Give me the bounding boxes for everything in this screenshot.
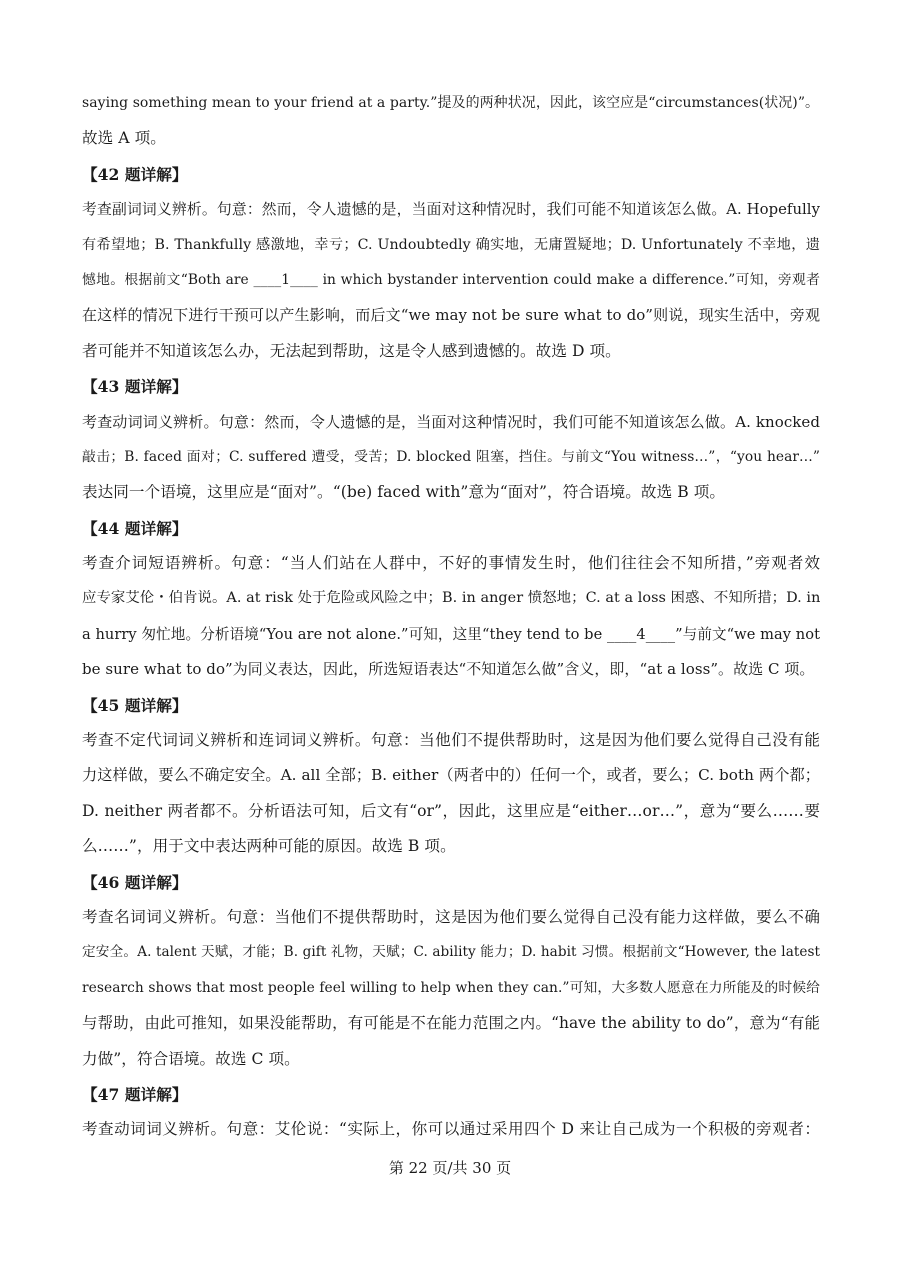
text-line: D. neither 两者都不。分析语法可知，后文有“or”，因此，这里应是“either…or…”，意为“要么……要 [82, 801, 820, 820]
text-line: 敲击；B. faced 面对；C. suffered 遭受，受苦；D. blocked 阻塞，挡住。与前文“You witness…”，“you hear…” [82, 448, 820, 465]
text-line: 考查介词短语辨析。句意：“当人们站在人群中，不好的事情发生时，他们往往会不知所措，”旁观者效 [82, 554, 820, 573]
text-line: 有希望地；B. Thankfully 感激地，幸亏；C. Undoubtedly 确实地，无庸置疑地；D. Unfortunately 不幸地，遗 [82, 236, 820, 253]
text-line: 憾地。根据前文“Both are ____1____ in which bystander intervention could make a difference.”可知，旁观者 [82, 271, 820, 288]
section-heading: 【42 题详解】 [82, 164, 188, 184]
text-line: 定安全。A. talent 天赋，才能；B. gift 礼物，天赋；C. ability 能力；D. habit 习惯。根据前文“However, the latest [82, 944, 820, 961]
text-line: a hurry 匆忙地。分析语境“You are not alone.”可知，这里“they tend to be ____4____”与前文“we may not [82, 625, 820, 643]
section-heading: 【44 题详解】 [82, 518, 188, 538]
text-line: 者可能并不知道该怎么办，无法起到帮助，这是令人感到遗憾的。故选 D 项。 [82, 341, 621, 360]
text-line: 考查名词词义辨析。句意：当他们不提供帮助时，这是因为他们要么觉得自己没有能力这样做，要么不确 [82, 907, 820, 926]
document-body [82, 86, 820, 1148]
text-line: 考查动词词义辨析。句意：然而，令人遗憾的是，当面对这种情况时，我们可能不知道该怎么做。A. knocked [82, 412, 820, 431]
text-line: be sure what to do”为同义表达，因此，所选短语表达“不知道怎么做”含义，即，“at a loss”。故选 C 项。 [82, 660, 815, 679]
text-line: saying something mean to your friend at a party.”提及的两种状况，因此，该空应是“circumstances(状况)”。 [82, 95, 820, 111]
section-heading: 【46 题详解】 [82, 872, 188, 892]
text-line: 在这样的情况下进行干预可以产生影响，而后文“we may not be sure what to do”则说，现实生活中，旁观 [82, 306, 820, 325]
text-line: 力这样做，要么不确定安全。A. all 全部；B. either（两者中的）任何一个，或者，要么；C. both 两个都； [82, 766, 820, 785]
text-line: research shows that most people feel willing to help when they can.”可知，大多数人愿意在力所能及的时候给 [82, 979, 820, 996]
text-line: 考查动词词义辨析。句意：艾伦说：“实际上，你可以通过采用四个 D 来让自己成为一个积极的旁观者： [82, 1120, 820, 1139]
page-number: 第 22 页/共 30 页 [388, 1159, 512, 1177]
text-line: 与帮助，由此可推知，如果没能帮助，有可能是不在能力范围之内。“have the ability to do”，意为“有能 [82, 1014, 820, 1033]
text-line: 应专家艾伦・伯肯说。A. at risk 处于危险或风险之中；B. in anger 愤怒地；C. at a loss 困惑、不知所措；D. in [82, 590, 820, 607]
text-line: 考查副词词义辨析。句意：然而，令人遗憾的是，当面对这种情况时，我们可能不知道该怎么做。A. Hopefully [82, 201, 820, 219]
section-heading: 【45 题详解】 [82, 695, 188, 715]
text-line: 表达同一个语境，这里应是“面对”。“(be) faced with”意为“面对”，符合语境。故选 B 项。 [82, 483, 726, 502]
text-line: 故选 A 项。 [82, 129, 166, 148]
section-heading: 【43 题详解】 [82, 377, 188, 397]
section-heading: 【47 题详解】 [82, 1084, 188, 1104]
text-line: 考查不定代词词义辨析和连词词义辨析。句意：当他们不提供帮助时，这是因为他们要么觉得自己没有能 [82, 731, 820, 750]
text-line: 力做”，符合语境。故选 C 项。 [82, 1049, 300, 1068]
text-line: 么……”，用于文中表达两种可能的原因。故选 B 项。 [82, 837, 456, 856]
